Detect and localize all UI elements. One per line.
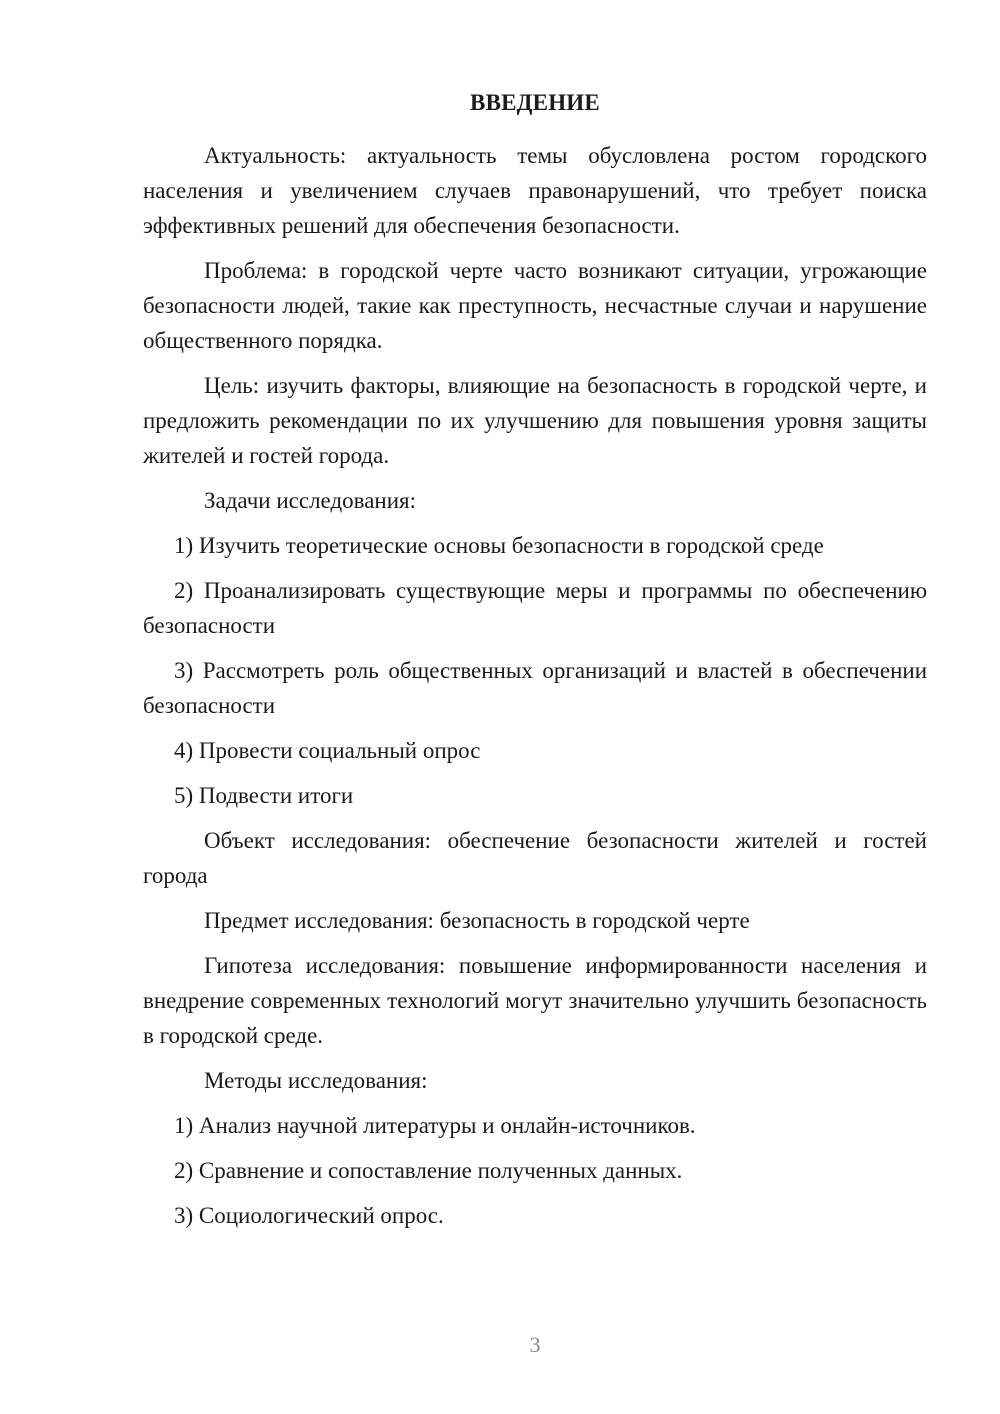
task-item-4: 4) Провести социальный опрос [174,738,481,763]
task-item-2: 2) Проанализировать существующие меры и программы по обеспечению безопасности [143,578,927,638]
paragraph-problem: Проблема: в городской черте часто возникают ситуации, угрожающие безопасности людей, такие как преступность, несчастные случаи и нарушение общественного порядка. [143,258,927,353]
task-item-3: 3) Рассмотреть роль общественных организаций и властей в обеспечении безопасности [143,658,927,718]
paragraph-goal: Цель: изучить факторы, влияющие на безопасность в городской черте, и предложить рекомендации по их улучшению для повышения уровня защиты жителей и гостей города. [143,373,927,468]
methods-title: Методы исследования: [204,1068,428,1093]
page-number: 3 [529,1332,541,1357]
method-item-2: 2) Сравнение и сопоставление полученных данных. [174,1158,683,1183]
paragraph-hypothesis: Гипотеза исследования: повышение информированности населения и внедрение современных технологий могут значительно улучшить безопасность в городской среде. [143,953,927,1048]
section-heading: ВВЕДЕНИЕ [470,90,600,115]
paragraph-relevance: Актуальность: актуальность темы обусловлена ростом городского населения и увеличением случаев правонарушений, что требует поиска эффективных решений для обеспечения безопасности. [143,143,927,238]
method-item-3: 3) Социологический опрос. [174,1203,444,1228]
document-page [143,90,927,1243]
tasks-title: Задачи исследования: [204,488,417,513]
paragraph-object: Объект исследования: обеспечение безопасности жителей и гостей города [143,828,927,888]
method-item-1: 1) Анализ научной литературы и онлайн-источников. [174,1113,696,1138]
task-item-5: 5) Подвести итоги [174,783,354,808]
task-item-1: 1) Изучить теоретические основы безопасности в городской среде [174,533,824,558]
paragraph-subject: Предмет исследования: безопасность в городской черте [204,908,750,933]
